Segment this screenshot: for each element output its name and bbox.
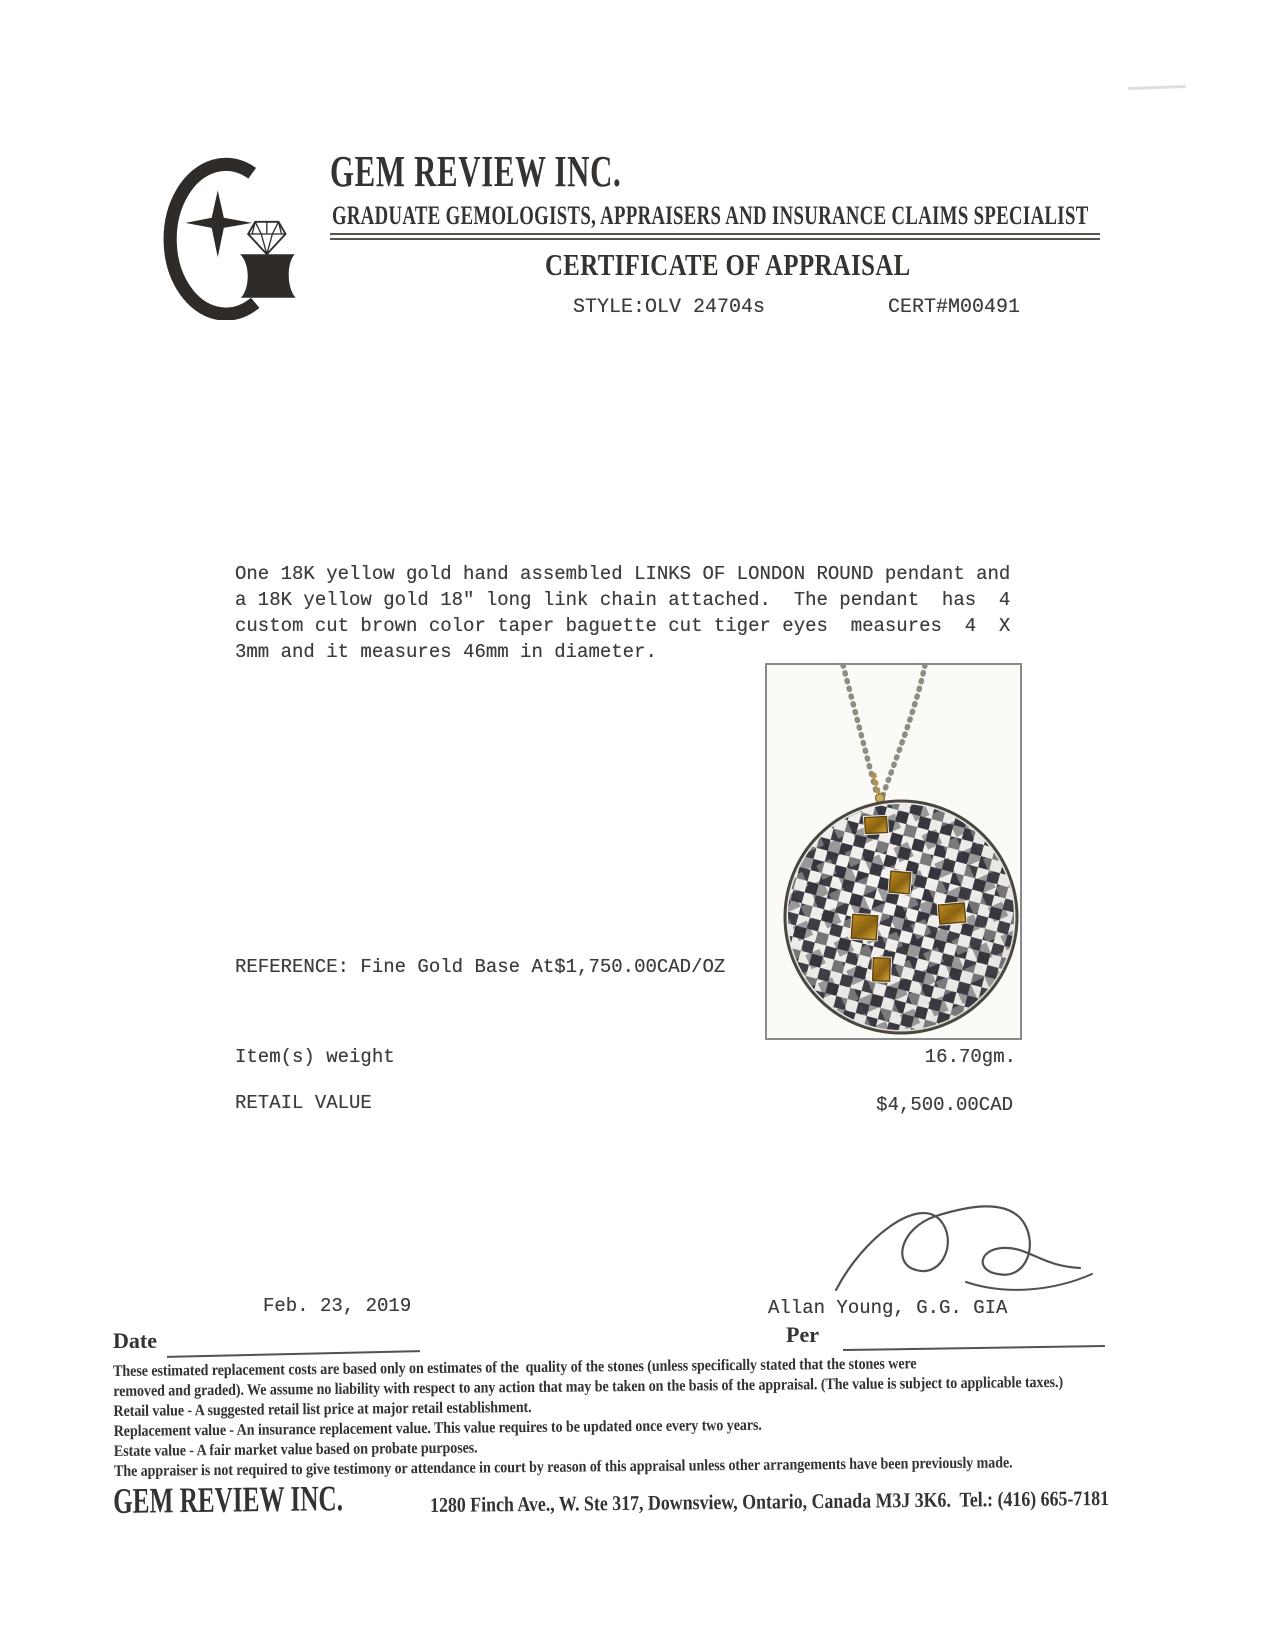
date-label: Date bbox=[113, 1328, 157, 1353]
description-line: One 18K yellow gold hand assembled LINKS OF LONDON ROUND pendant and bbox=[235, 563, 1011, 585]
disclaimer-line: removed and graded). We assume no liability with respect to any action that may be taken on the basis of the appraisal. (The value is subject to applicable taxes.) bbox=[113, 1373, 1064, 1400]
company-tagline: GRADUATE GEMOLOGISTS, APPRAISERS AND INSURANCE CLAIMS SPECIALIST bbox=[332, 201, 1089, 230]
weight-value: 16.70gm. bbox=[924, 1046, 1016, 1068]
pendant-disc-icon bbox=[783, 799, 1019, 1035]
crescent-g-icon bbox=[170, 164, 255, 314]
style-number: STYLE:OLV 24704s bbox=[573, 296, 766, 319]
retail-value-amount: $4,500.00CAD bbox=[876, 1094, 1013, 1116]
description-line: a 18K yellow gold 18" long link chain attached. The pendant has 4 bbox=[235, 589, 1011, 611]
sparkle-star-icon bbox=[185, 190, 252, 257]
pendant-photo bbox=[765, 663, 1022, 1040]
scan-artifact-dash bbox=[1128, 85, 1186, 90]
certificate-title: CERTIFICATE OF APPRAISAL bbox=[545, 247, 911, 282]
appraiser-name: Allan Young, G.G. GIA bbox=[768, 1297, 1008, 1319]
pedestal-icon bbox=[240, 254, 296, 298]
footer-address: 1280 Finch Ave., W. Ste 317, Downsview, Ontario, Canada M3J 3K6. Tel.: (416) 665-7181 bbox=[430, 1486, 1110, 1517]
date-signature-line bbox=[167, 1350, 420, 1358]
appraisal-date: Feb. 23, 2019 bbox=[263, 1295, 412, 1317]
disclaimer-line: The appraiser is not required to give testimony or attendance in court by reason of this appraisal unless other arrangements have been previously made. bbox=[113, 1454, 1013, 1480]
description-line: 3mm and it measures 46mm in diameter. bbox=[235, 641, 657, 663]
disclaimer-line: Estate value - A fair market value based on probate purposes. bbox=[113, 1439, 478, 1460]
certificate-number: CERT#M00491 bbox=[888, 296, 1021, 319]
chain-icon bbox=[843, 665, 925, 803]
disclaimer-line: These estimated replacement costs are based only on estimates of the quality of the stones (unless specifically stated that the stones were bbox=[113, 1355, 917, 1380]
pendant-photo-image bbox=[767, 665, 1020, 1038]
weight-label: Item(s) weight bbox=[235, 1046, 395, 1068]
description-line: custom cut brown color taper baguette cut tiger eyes measures 4 X bbox=[235, 615, 1011, 637]
disclaimer-line: Retail value - A suggested retail list price at major retail establishment. bbox=[113, 1398, 532, 1420]
appraiser-signature bbox=[818, 1168, 1108, 1308]
gem-review-logo-icon bbox=[163, 150, 315, 320]
per-signature-line bbox=[843, 1345, 1105, 1351]
footer-company-name: GEM REVIEW INC. bbox=[113, 1478, 344, 1521]
item-description bbox=[235, 561, 1010, 665]
header-double-rule bbox=[330, 233, 1100, 240]
reference-line: REFERENCE: Fine Gold Base At$1,750.00CAD/OZ bbox=[235, 956, 726, 978]
retail-value-label: RETAIL VALUE bbox=[235, 1092, 372, 1114]
diamond-icon bbox=[248, 222, 285, 254]
disclaimer-line: Replacement value - An insurance replacement value. This value requires to be updated once every two years. bbox=[113, 1416, 762, 1440]
per-label: Per bbox=[786, 1322, 819, 1347]
disclaimer-block bbox=[113, 1353, 1064, 1482]
company-name: GEM REVIEW INC. bbox=[330, 147, 622, 196]
